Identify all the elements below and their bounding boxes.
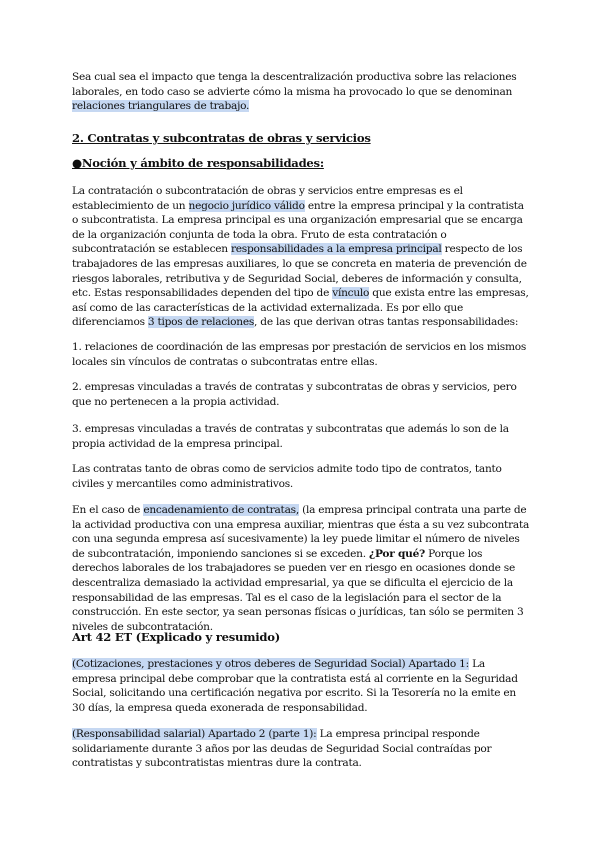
highlight-vinculo: vínculo — [332, 287, 370, 300]
paragraph-contratas: Las contratas tanto de obras como de servicios admite todo tipo de contratos, tanto civiles y mercantiles como administrativos. — [72, 463, 502, 490]
section-heading: 2. Contratas y subcontratas de obras y servicios — [72, 131, 371, 145]
highlight-apartado-1: (Cotizaciones, prestaciones y otros deberes de Seguridad Social) Apartado 1: — [72, 658, 469, 670]
p3-text-3: Porque los derechos laborales de los trabajadores se pueden ver en riesgo en ocasiones donde se descentraliza demasiado la actividad empresarial, ya que se dificulta el ejercicio de la responsabilidad de las empresas. Tal es el caso de la legislación para el sector de la construcción. En este sector, ya sean personas físicas o jurídicas, tan sólo se permiten 3 niveles de subcontratación. — [72, 547, 524, 633]
subheading-nocion: ●Noción y ámbito de responsabilidades: — [72, 156, 324, 170]
art-heading: Art 42 ET (Explicado y resumido) — [72, 630, 280, 644]
p1-text-5: , de las que derivan otras tantas responsabilidades: — [254, 316, 519, 329]
highlight-relaciones-triangulares: relaciones triangulares de trabajo. — [72, 100, 250, 113]
highlight-negocio-juridico: negocio jurídico válido — [188, 199, 305, 212]
list-item-3: 3. empresas vinculadas a través de contratas y subcontratas que además lo son de la propia actividad de la empresa principal. — [72, 423, 509, 450]
article-apartado-1 — [72, 657, 532, 715]
p1-text-1: La contratación o subcontratación de obras y servicios entre empresas es el establecimiento de un — [72, 185, 463, 212]
paragraph-contratacion — [72, 184, 532, 330]
paragraph-encadenamiento — [72, 503, 532, 634]
highlight-encadenamiento: encadenamiento de contratas, — [143, 504, 299, 516]
highlight-tipos-relaciones: 3 tipos de relaciones — [147, 316, 255, 329]
p1-text-4: que exista entre las empresas, así como de las características de la actividad externalizada. Es por ello que diferenciamos — [72, 287, 529, 329]
article-apartado-2 — [72, 727, 532, 771]
list-item-1: 1. relaciones de coordinación de las empresas por prestación de servicios en los mismos locales sin vínculos de contratas o subcontratas entre ellas. — [72, 341, 527, 368]
p3-text-1: En el caso de — [72, 504, 144, 516]
apartado-2-text: La empresa principal responde solidariamente durante 3 años por las deudas de Seguridad Social contraídas por contratistas y subcontratistas mientras dure la contrata. — [72, 728, 492, 770]
apartado-1-text: La empresa principal debe comprobar que la contratista está al corriente en la Seguridad Social, solicitando una certificación negativa por escrito. Si la Tesorería no la emite en 30 días, la empresa queda exonerada de responsabilidad. — [72, 658, 518, 714]
intro-paragraph — [72, 70, 532, 114]
highlight-responsabilidades: responsabilidades a la empresa principal — [230, 243, 442, 256]
intro-text: Sea cual sea el impacto que tenga la descentralización productiva sobre las relaciones laborales, en todo caso se advierte cómo la misma ha provocado lo que se denominan — [72, 71, 517, 98]
list-item-2: 2. empresas vinculadas a través de contratas y subcontratas de obras y servicios, pero que no pertenecen a la propia actividad. — [72, 381, 517, 408]
p3-text-2: (la empresa principal contrata una parte de la actividad productiva con una empresa auxiliar, mientras que ésta a su vez subcontrata con una segunda empresa así sucesivamente) la ley puede limitar el número de niveles de subcontratación, imponiendo sanciones si se exceden. — [72, 504, 530, 560]
p1-text-2: entre la empresa principal y la contratista o subcontratista. La empresa principal es una organización empresarial que se encarga de la organización conjunta de toda la obra. Fruto de esta contratación o subcontratación se establecen — [72, 199, 524, 256]
question-por-que: ¿Por qué? — [368, 547, 426, 560]
highlight-apartado-2: (Responsabilidad salarial) Apartado 2 (parte 1): — [72, 728, 317, 740]
p1-text-3: respecto de los trabajadores de las empresas auxiliares, lo que se concreta en materia de prevención de riesgos laborales, retributiva y de Seguridad Social, deberes de información y consulta, etc. Estas responsabilidades dependen del tipo de — [72, 243, 527, 300]
